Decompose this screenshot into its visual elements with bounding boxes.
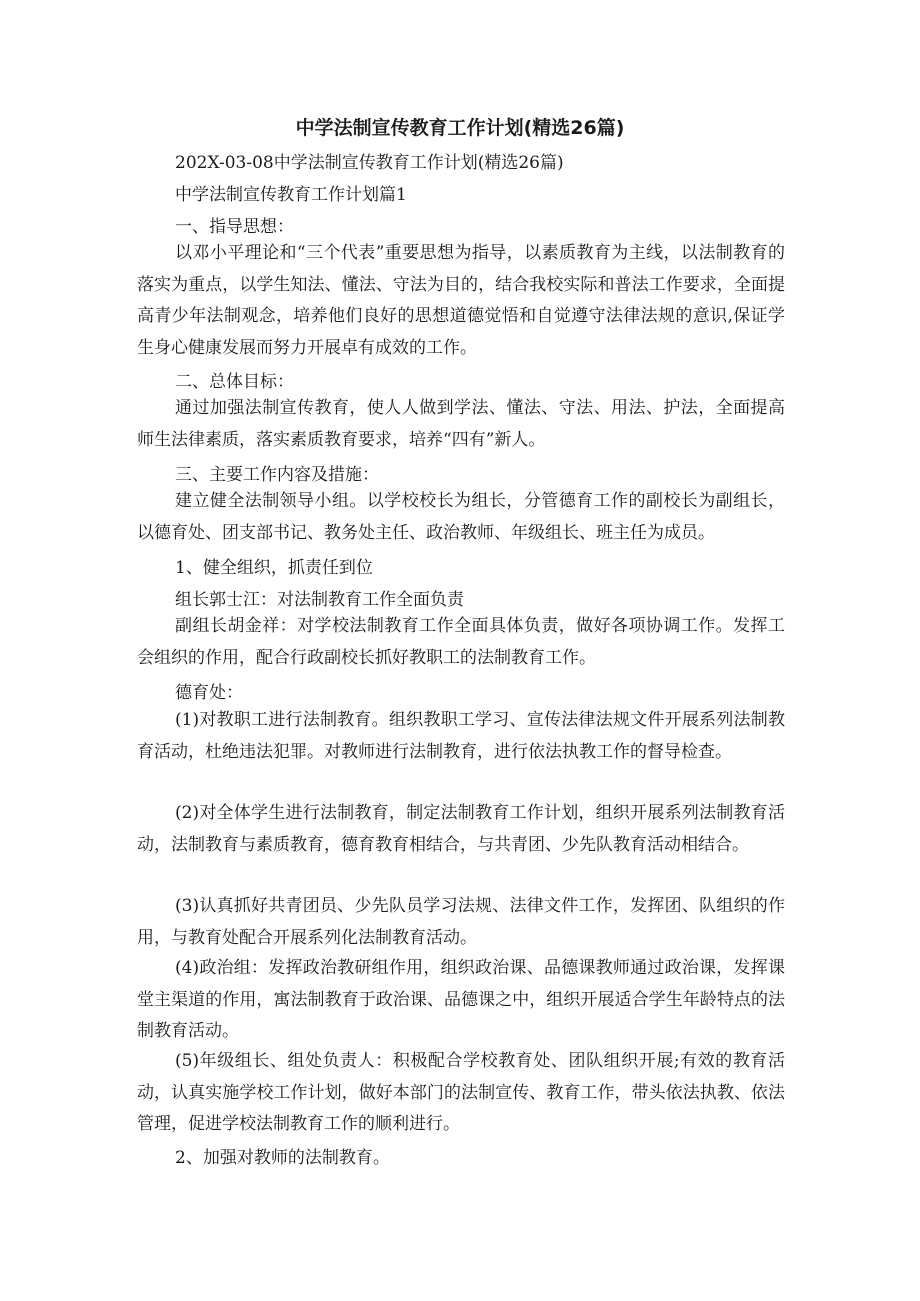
item-teacher-education: 2、加强对教师的法制教育。 [175, 1148, 390, 1168]
date-line: 202X-03-08中学法制宣传教育工作计划(精选26篇) [175, 153, 564, 173]
document-title: 中学法制宣传教育工作计划(精选26篇) [295, 117, 625, 139]
paragraph-deputy-leader: 副组长胡金祥：对学校法制教育工作全面具体负责，做好各项协调工作。发挥工会组织的作用，配合行政副校长抓好教职工的法制教育工作。 [137, 616, 785, 668]
item-sound-organization: 1、健全组织，抓责任到位 [175, 558, 373, 578]
section-subtitle: 中学法制宣传教育工作计划篇1 [175, 185, 407, 205]
paragraph-item-1: (1)对教职工进行法制教育。组织教职工学习、宣传法律法规文件开展系列法制教育活动，杜绝违法犯罪。对教师进行法制教育，进行依法执教工作的督导检查。 [137, 710, 785, 762]
paragraph-overall-goal: 通过加强法制宣传教育，使人人做到学法、懂法、守法、用法、护法，全面提高师生法律素质，落实素质教育要求，培养“四有”新人。 [137, 398, 785, 450]
paragraph-item-4: (4)政治组：发挥政治教研组作用，组织政治课、品德课教师通过政治课，发挥课堂主渠道的作用，寓法制教育于政治课、品德课之中，组织开展适合学生年龄特点的法制教育活动。 [137, 958, 785, 1041]
paragraph-leadership-group: 建立健全法制领导小组。以学校校长为组长，分管德育工作的副校长为副组长，以德育处、团支部书记、教务处主任、政治教师、年级组长、班主任为成员。 [137, 491, 785, 543]
paragraph-item-5: (5)年级组长、组处负责人：积极配合学校教育处、团队组织开展;有效的教育活动，认真实施学校工作计划，做好本部门的法制宣传、教育工作，带头依法执教、依法管理，促进学校法制教育工作的顺利进行。 [137, 1051, 785, 1134]
paragraph-item-2: (2)对全体学生进行法制教育，制定法制教育工作计划，组织开展系列法制教育活动，法制教育与素质教育，德育教育相结合，与共青团、少先队教育活动相结合。 [137, 803, 785, 855]
heading-main-work: 三、主要工作内容及措施： [175, 465, 379, 485]
heading-overall-goal: 二、总体目标： [175, 372, 294, 392]
paragraph-item-3: (3)认真抓好共青团员、少先队员学习法规、法律文件工作，发挥团、队组织的作用，与教育处配合开展系列化法制教育活动。 [137, 896, 785, 948]
leader-line: 组长郭士江：对法制教育工作全面负责 [175, 590, 464, 610]
moral-office-label: 德育处： [175, 683, 243, 703]
heading-guiding-ideology: 一、指导思想： [175, 217, 294, 237]
paragraph-guiding-ideology: 以邓小平理论和“三个代表”重要思想为指导，以素质教育为主线，以法制教育的落实为重点，以学生知法、懂法、守法为目的，结合我校实际和普法工作要求，全面提高青少年法制观念，培养他们良好的思想道德觉悟和自觉遵守法律法规的意识,保证学生身心健康发展而努力开展卓有成效的工作。 [137, 243, 785, 358]
